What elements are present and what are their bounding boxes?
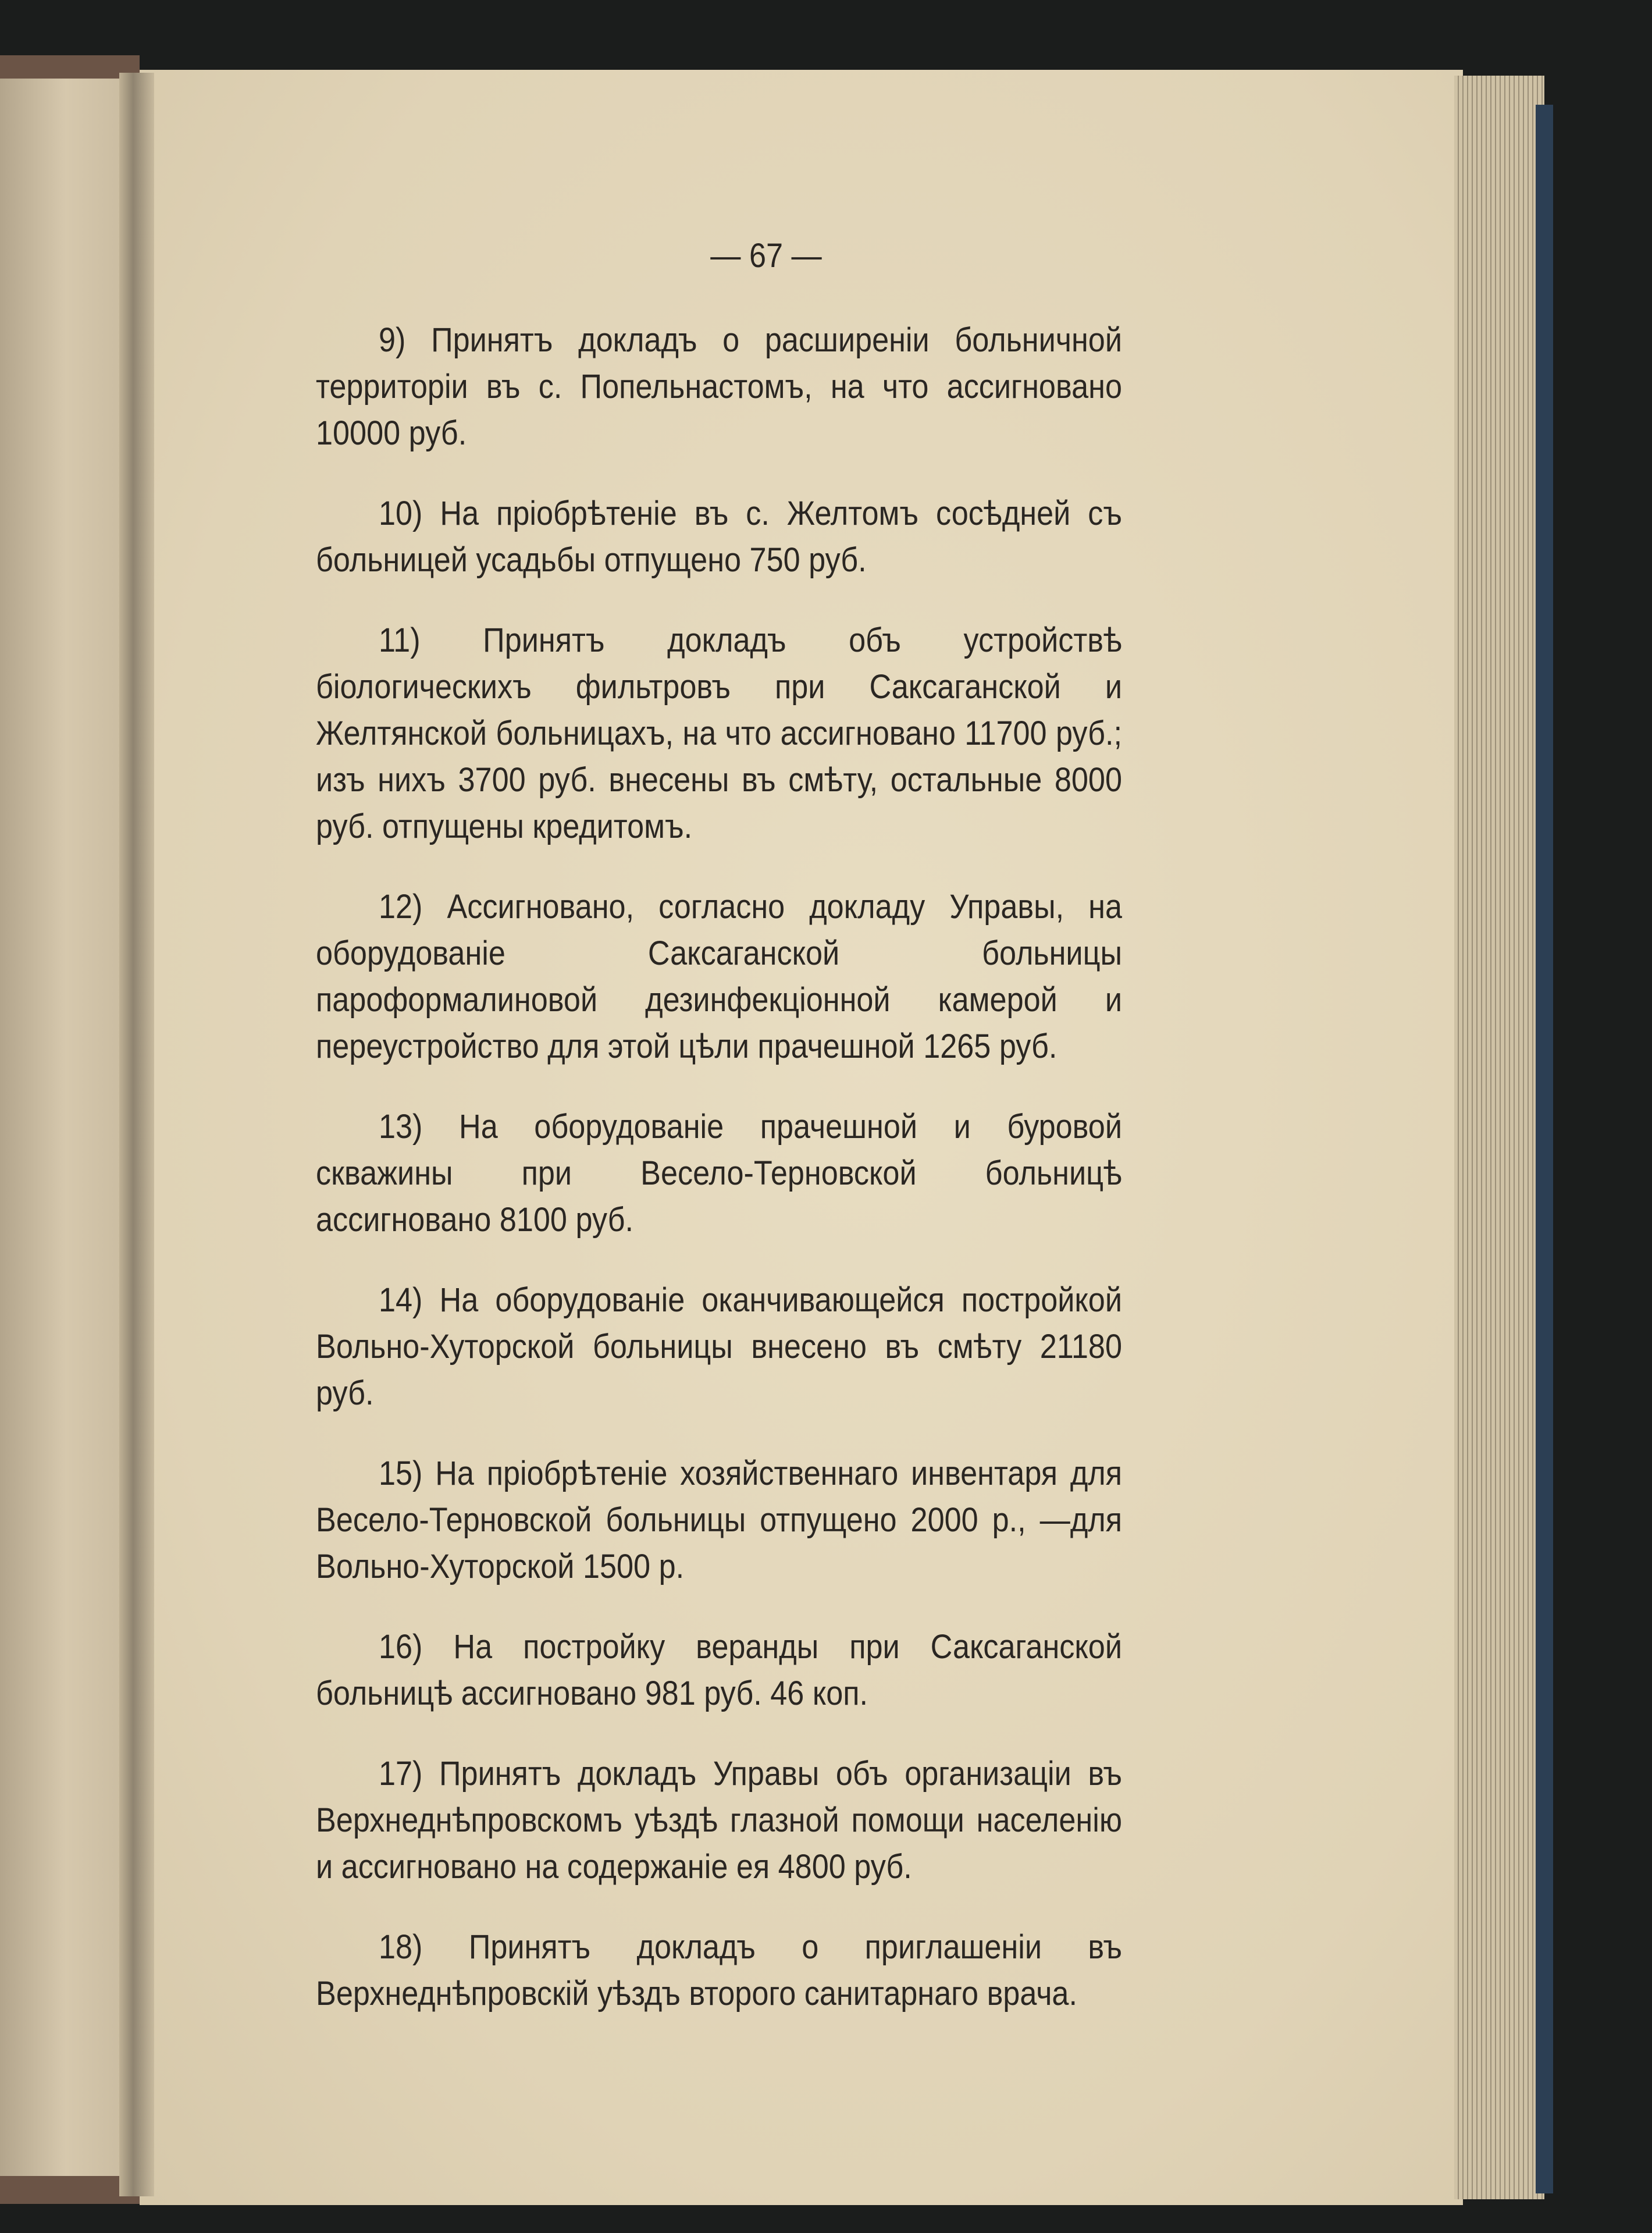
paragraph-18: 18) Принятъ докладъ о приглашеніи въ Верхнеднѣпровскій уѣздъ второго санитарнаго врача.	[316, 1928, 1122, 2012]
paragraph-12: 12) Ассигновано, согласно докладу Управы, на оборудованіе Саксаганской больницы пароформалиновой дезинфекціонной камерой и переустройство для этой цѣли прачешной 1265 руб.	[316, 888, 1122, 1065]
page-edges	[1454, 76, 1544, 2199]
paragraph-13: 13) На оборудованіе прачешной и буровой скважины при Весело-Терновской больницѣ ассигновано 8100 руб.	[316, 1108, 1122, 1239]
paragraph-15: 15) На пріобрѣтеніе хозяйственнаго инвентаря для Весело-Терновской больницы отпущено 2000 р., —для Вольно-Хуторской 1500 р.	[316, 1455, 1122, 1585]
paragraph-10: 10) На пріобрѣтеніе въ с. Желтомъ сосѣдней съ больницей усадьбы отпущено 750 руб.	[316, 495, 1122, 579]
paragraph-9: 9) Принятъ докладъ о расширеніи больничной территоріи въ с. Попельнастомъ, на что ассигновано 10000 руб.	[316, 321, 1122, 452]
paragraph-17: 17) Принятъ докладъ Управы объ организаціи въ Верхнеднѣпровскомъ уѣздѣ глазной помощи населенію и ассигновано на содержаніе ея 4800 руб.	[316, 1755, 1122, 1886]
paragraph-14: 14) На оборудованіе оканчивающейся постройкой Вольно-Хуторской больницы внесено въ смѣту 21180 руб.	[316, 1281, 1122, 1412]
book-gutter	[119, 73, 154, 2196]
paragraph-16: 16) На постройку веранды при Саксаганской больницѣ ассигновано 981 руб. 46 коп.	[316, 1628, 1122, 1712]
left-page-edge	[0, 70, 131, 2188]
paragraph-11: 11) Принятъ докладъ объ устройствѣ біологическихъ фильтровъ при Саксаганской и Желтянской больницахъ, на что ассигновано 11700 руб.; изъ нихъ 3700 руб. внесены въ смѣту, остальные 8000 руб. отпущены кредитомъ.	[316, 621, 1122, 845]
back-cover	[1536, 105, 1553, 2193]
page-text	[316, 230, 1122, 2040]
left-cover-top	[0, 55, 140, 79]
page-number: — 67 —	[710, 237, 822, 275]
left-cover-bottom	[0, 2176, 140, 2204]
